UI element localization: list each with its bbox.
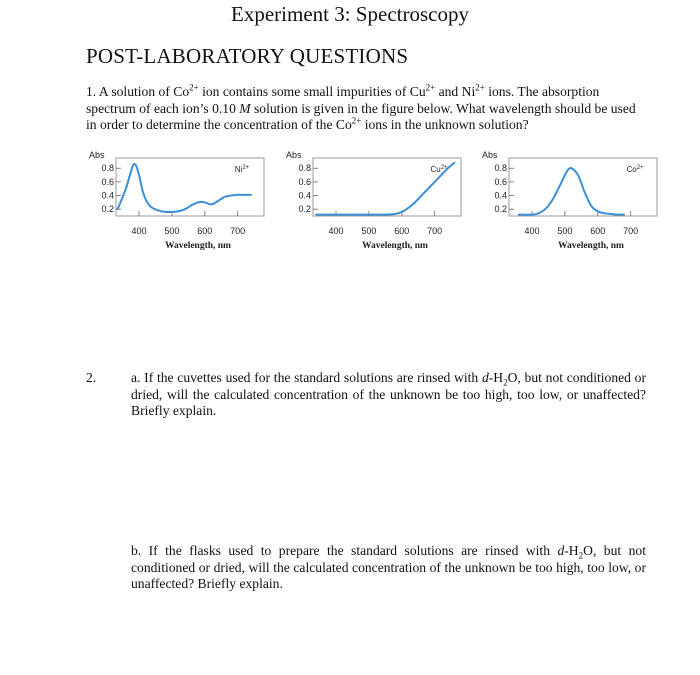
- question-2a: [131, 370, 646, 420]
- x-tick-label: 700: [230, 226, 246, 236]
- y-tick-label: 0.8: [101, 163, 114, 174]
- chart-svg: [479, 150, 669, 265]
- question-2a-subscript: 2: [503, 377, 508, 388]
- y-tick-label: 0.4: [101, 190, 114, 201]
- chart-svg: [283, 150, 473, 265]
- x-tick-label: 500: [361, 226, 377, 236]
- question-1-number: 1.: [86, 84, 97, 99]
- x-tick-label: 400: [524, 226, 540, 236]
- ion-label: $Ni^{2+}$: [234, 165, 250, 174]
- question-2a-text-c: O, but not conditioned or dried, will the calculated concentration of the unknown be too high, too low, or unaffected? Briefly explain.: [131, 370, 647, 418]
- x-axis-label: Wavelength, nm: [362, 241, 428, 251]
- question-2b-text-b: -H: [564, 543, 579, 558]
- y-tick-label: 0.2: [494, 204, 507, 215]
- x-tick-label: 600: [197, 226, 213, 236]
- section-heading: POST-LABORATORY QUESTIONS: [86, 44, 409, 68]
- question-1: [86, 84, 646, 134]
- ion-label: $Co^{2+}$: [626, 165, 644, 174]
- question-1-text-f: ions in the unknown solution?: [361, 117, 529, 132]
- y-tick-label: 0.2: [298, 204, 311, 215]
- question-2b-text-a: b. If the flasks used to prepare the standard solutions are rinsed with: [131, 543, 558, 558]
- x-tick-label: 600: [590, 226, 606, 236]
- x-tick-label: 500: [164, 226, 180, 236]
- question-2a-text-a: a. If the cuvettes used for the standard solutions are rinsed with: [131, 370, 482, 385]
- charge-superscript: 2+: [351, 115, 362, 126]
- x-tick-label: 400: [328, 226, 344, 236]
- question-2-number: 2.: [86, 370, 97, 385]
- y-tick-label: 0.6: [101, 176, 114, 187]
- y-axis-label: Abs: [482, 150, 498, 160]
- x-tick-label: 700: [427, 226, 443, 236]
- chart-ni: [86, 150, 276, 265]
- y-axis-label: Abs: [89, 150, 105, 160]
- question-2b-subscript: 2: [578, 550, 584, 561]
- question-1-text-b: ion contains some small impurities of Cu: [198, 84, 426, 99]
- question-2a-text-b: -H: [488, 370, 504, 385]
- y-axis-label: Abs: [286, 150, 302, 160]
- charge-superscript: 2+: [189, 82, 199, 93]
- question-2a-italic-d: d: [481, 370, 489, 385]
- question-1-text-d: ions. The absorption spectrum of each ion’s 0.10: [86, 84, 600, 116]
- x-tick-label: 500: [557, 226, 573, 236]
- question-1-text-a: A solution of Co: [98, 84, 190, 99]
- x-axis-label: Wavelength, nm: [165, 241, 231, 251]
- chart-svg: [86, 150, 276, 265]
- y-tick-label: 0.8: [298, 163, 311, 174]
- molarity-unit: M: [239, 100, 251, 116]
- question-1-text-e: solution is given in the figure below. What wavelength should be used in order to determine the concentration of the Co: [86, 100, 636, 132]
- y-tick-label: 0.6: [298, 176, 311, 187]
- absorption-spectra-figure: [0, 150, 700, 265]
- y-tick-label: 0.4: [494, 190, 507, 201]
- ion-label: $Cu^{2+}$: [430, 165, 448, 174]
- x-tick-label: 700: [623, 226, 639, 236]
- question-2b-italic-d: d: [557, 543, 565, 558]
- chart-co: [479, 150, 669, 265]
- question-1-text-c: and Ni: [435, 84, 476, 99]
- x-tick-label: 400: [131, 226, 147, 236]
- question-2b: [131, 543, 646, 593]
- x-axis-label: Wavelength, nm: [558, 241, 624, 251]
- charge-superscript: 2+: [475, 82, 485, 93]
- y-tick-label: 0.4: [298, 190, 311, 201]
- charge-superscript: 2+: [425, 82, 436, 93]
- y-tick-label: 0.8: [494, 163, 507, 174]
- y-tick-label: 0.2: [101, 204, 114, 215]
- x-tick-label: 600: [394, 226, 410, 236]
- page-title: Experiment 3: Spectroscopy: [231, 2, 469, 26]
- y-tick-label: 0.6: [494, 176, 507, 187]
- chart-cu: [283, 150, 473, 265]
- question-2b-text-c: O, but not conditioned or dried, will the calculated concentration of the unknown be too high, too low, or unaffected? Briefly explain.: [131, 543, 646, 591]
